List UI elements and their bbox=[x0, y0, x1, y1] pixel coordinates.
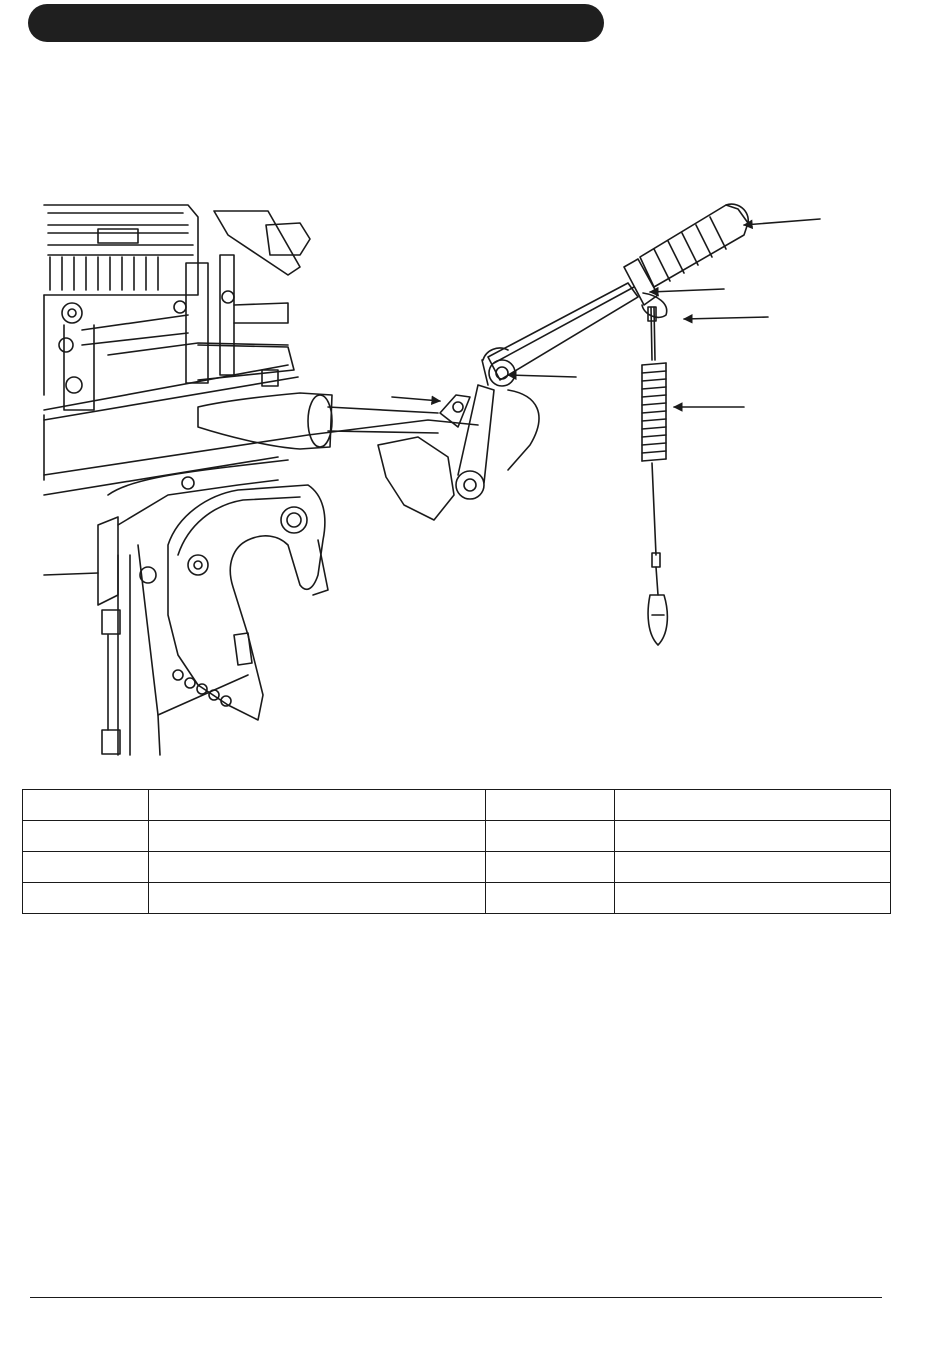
engine-block-drawing bbox=[44, 205, 310, 420]
table-cell bbox=[149, 883, 486, 914]
tiller-handle-illustration bbox=[38, 195, 868, 765]
table-cell bbox=[149, 852, 486, 883]
callout-arrow-friction-knob bbox=[508, 375, 576, 377]
section-header-bar bbox=[28, 4, 604, 42]
table-row bbox=[23, 852, 891, 883]
lanyard-cord-drawing bbox=[642, 307, 667, 645]
callout-arrow-throttle-stop bbox=[650, 289, 724, 292]
callout-arrows bbox=[392, 219, 820, 407]
table-cell bbox=[23, 821, 149, 852]
table-row bbox=[23, 883, 891, 914]
table-cell bbox=[615, 790, 891, 821]
table-cell bbox=[486, 883, 615, 914]
table-cell bbox=[486, 821, 615, 852]
callout-arrow-lever bbox=[392, 397, 440, 401]
table-cell bbox=[486, 852, 615, 883]
table-cell bbox=[615, 852, 891, 883]
table-row bbox=[23, 821, 891, 852]
table-cell bbox=[615, 821, 891, 852]
transom-bracket-drawing bbox=[44, 415, 478, 755]
table-cell bbox=[486, 790, 615, 821]
table-cell bbox=[23, 790, 149, 821]
table-cell bbox=[23, 852, 149, 883]
table-cell bbox=[23, 883, 149, 914]
table-cell bbox=[615, 883, 891, 914]
table-row bbox=[23, 790, 891, 821]
footer-rule bbox=[30, 1297, 882, 1298]
callout-arrow-grip bbox=[744, 219, 820, 225]
tiller-arm-drawing bbox=[198, 204, 748, 520]
table-cell bbox=[149, 821, 486, 852]
callout-arrow-stop-button bbox=[684, 317, 768, 319]
table-cell bbox=[149, 790, 486, 821]
legend-table bbox=[22, 789, 891, 914]
